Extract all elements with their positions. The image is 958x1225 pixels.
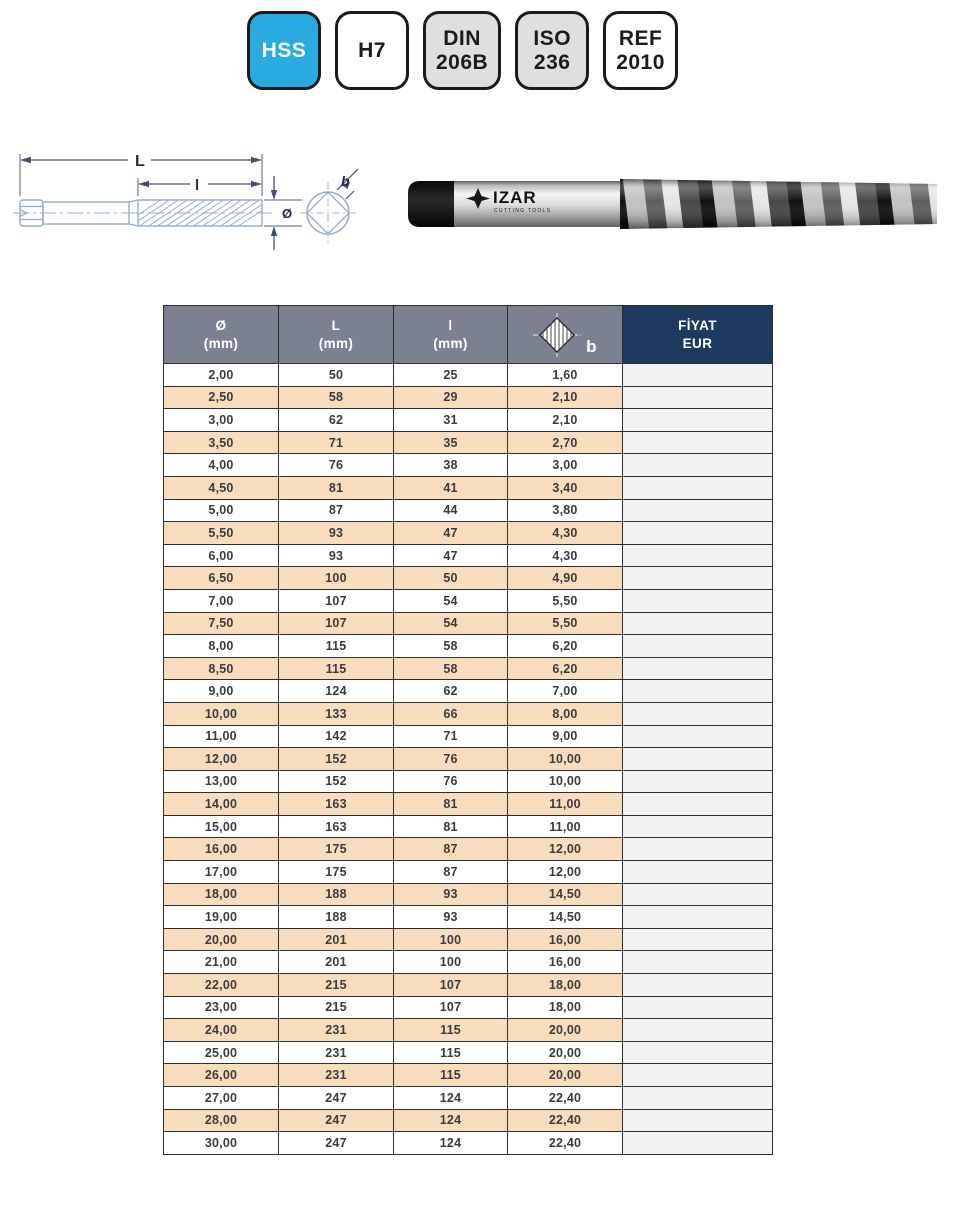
table-row bbox=[164, 386, 773, 409]
value-cell: 163 bbox=[279, 815, 394, 838]
value-cell: 21,00 bbox=[164, 951, 279, 974]
value-cell: 81 bbox=[279, 476, 394, 499]
value-cell: 16,00 bbox=[508, 928, 623, 951]
value-cell: 4,50 bbox=[164, 476, 279, 499]
value-cell: 30,00 bbox=[164, 1132, 279, 1155]
value-cell: 115 bbox=[394, 1019, 508, 1042]
brand-subtitle: CUTTING TOOLS bbox=[494, 208, 552, 214]
square-section-icon bbox=[533, 313, 585, 357]
value-cell: 100 bbox=[394, 928, 508, 951]
value-cell: 12,00 bbox=[164, 748, 279, 771]
value-cell: 47 bbox=[394, 522, 508, 545]
value-cell: 107 bbox=[394, 974, 508, 997]
table-row bbox=[164, 838, 773, 861]
value-cell: 20,00 bbox=[508, 1041, 623, 1064]
table-row bbox=[164, 793, 773, 816]
value-cell: 10,00 bbox=[508, 770, 623, 793]
table-row bbox=[164, 1132, 773, 1155]
badge-label: ISO bbox=[533, 26, 572, 50]
table-body bbox=[164, 364, 773, 1155]
price-cell bbox=[623, 702, 773, 725]
value-cell: 8,00 bbox=[508, 702, 623, 725]
price-cell bbox=[623, 612, 773, 635]
price-cell bbox=[623, 1109, 773, 1132]
value-cell: 5,50 bbox=[508, 612, 623, 635]
value-cell: 2,10 bbox=[508, 386, 623, 409]
value-cell: 54 bbox=[394, 589, 508, 612]
value-cell: 93 bbox=[279, 544, 394, 567]
value-cell: 2,50 bbox=[164, 386, 279, 409]
value-cell: 100 bbox=[394, 951, 508, 974]
value-cell: 71 bbox=[394, 725, 508, 748]
price-cell bbox=[623, 928, 773, 951]
price-cell bbox=[623, 906, 773, 929]
value-cell: 11,00 bbox=[164, 725, 279, 748]
table-row bbox=[164, 1019, 773, 1042]
value-cell: 93 bbox=[279, 522, 394, 545]
dim-diameter-label: Ø bbox=[282, 206, 293, 221]
value-cell: 107 bbox=[394, 996, 508, 1019]
table-row bbox=[164, 1109, 773, 1132]
table-row bbox=[164, 883, 773, 906]
table-row bbox=[164, 680, 773, 703]
price-cell bbox=[623, 951, 773, 974]
value-cell: 31 bbox=[394, 409, 508, 432]
table-row bbox=[164, 951, 773, 974]
value-cell: 18,00 bbox=[508, 974, 623, 997]
value-cell: 87 bbox=[279, 499, 394, 522]
value-cell: 231 bbox=[279, 1019, 394, 1042]
value-cell: 62 bbox=[279, 409, 394, 432]
value-cell: 14,50 bbox=[508, 883, 623, 906]
value-cell: 9,00 bbox=[508, 725, 623, 748]
badge-label: HSS bbox=[261, 38, 307, 62]
value-cell: 5,00 bbox=[164, 499, 279, 522]
badge-din-206b bbox=[423, 11, 501, 90]
value-cell: 133 bbox=[279, 702, 394, 725]
value-cell: 47 bbox=[394, 544, 508, 567]
value-cell: 1,60 bbox=[508, 364, 623, 387]
value-cell: 142 bbox=[279, 725, 394, 748]
value-cell: 62 bbox=[394, 680, 508, 703]
badge-label: H7 bbox=[358, 38, 386, 62]
value-cell: 19,00 bbox=[164, 906, 279, 929]
value-cell: 124 bbox=[394, 1132, 508, 1155]
dim-l-label: l bbox=[195, 177, 200, 194]
value-cell: 3,50 bbox=[164, 431, 279, 454]
price-cell bbox=[623, 567, 773, 590]
value-cell: 247 bbox=[279, 1109, 394, 1132]
value-cell: 22,40 bbox=[508, 1109, 623, 1132]
value-cell: 29 bbox=[394, 386, 508, 409]
value-cell: 15,00 bbox=[164, 815, 279, 838]
table-row bbox=[164, 589, 773, 612]
table-row bbox=[164, 1041, 773, 1064]
value-cell: 54 bbox=[394, 612, 508, 635]
value-cell: 35 bbox=[394, 431, 508, 454]
value-cell: 58 bbox=[279, 386, 394, 409]
table-row bbox=[164, 364, 773, 387]
value-cell: 175 bbox=[279, 861, 394, 884]
product-photo bbox=[398, 152, 945, 253]
value-cell: 201 bbox=[279, 951, 394, 974]
table-row bbox=[164, 974, 773, 997]
price-cell bbox=[623, 386, 773, 409]
price-cell bbox=[623, 364, 773, 387]
table-row bbox=[164, 1064, 773, 1087]
value-cell: 28,00 bbox=[164, 1109, 279, 1132]
value-cell: 18,00 bbox=[164, 883, 279, 906]
value-cell: 93 bbox=[394, 883, 508, 906]
price-cell bbox=[623, 838, 773, 861]
value-cell: 9,00 bbox=[164, 680, 279, 703]
price-cell bbox=[623, 431, 773, 454]
price-cell bbox=[623, 1041, 773, 1064]
value-cell: 4,90 bbox=[508, 567, 623, 590]
price-cell bbox=[623, 996, 773, 1019]
price-cell bbox=[623, 522, 773, 545]
value-cell: 4,30 bbox=[508, 544, 623, 567]
price-cell bbox=[623, 1019, 773, 1042]
value-cell: 10,00 bbox=[508, 748, 623, 771]
value-cell: 11,00 bbox=[508, 815, 623, 838]
table-row bbox=[164, 702, 773, 725]
value-cell: 50 bbox=[394, 567, 508, 590]
value-cell: 5,50 bbox=[164, 522, 279, 545]
value-cell: 71 bbox=[279, 431, 394, 454]
value-cell: 7,00 bbox=[164, 589, 279, 612]
badge-hss bbox=[247, 11, 321, 90]
value-cell: 76 bbox=[279, 454, 394, 477]
value-cell: 22,00 bbox=[164, 974, 279, 997]
price-cell bbox=[623, 1132, 773, 1155]
price-cell bbox=[623, 861, 773, 884]
value-cell: 81 bbox=[394, 815, 508, 838]
col-header-diameter: Ø (mm) bbox=[164, 306, 279, 364]
value-cell: 66 bbox=[394, 702, 508, 725]
badge-iso-236 bbox=[515, 11, 589, 90]
price-cell bbox=[623, 883, 773, 906]
badge-label: 236 bbox=[533, 50, 571, 74]
value-cell: 3,00 bbox=[508, 454, 623, 477]
value-cell: 6,20 bbox=[508, 657, 623, 680]
price-cell bbox=[623, 454, 773, 477]
table-row bbox=[164, 725, 773, 748]
table-row bbox=[164, 1087, 773, 1110]
value-cell: 152 bbox=[279, 770, 394, 793]
value-cell: 175 bbox=[279, 838, 394, 861]
dim-b-label: b bbox=[341, 173, 350, 189]
value-cell: 5,50 bbox=[508, 589, 623, 612]
value-cell: 23,00 bbox=[164, 996, 279, 1019]
value-cell: 2,10 bbox=[508, 409, 623, 432]
value-cell: 115 bbox=[279, 635, 394, 658]
price-cell bbox=[623, 1064, 773, 1087]
col-header-flute-length: l (mm) bbox=[394, 306, 508, 364]
value-cell: 22,40 bbox=[508, 1132, 623, 1155]
price-cell bbox=[623, 476, 773, 499]
value-cell: 81 bbox=[394, 793, 508, 816]
table-row bbox=[164, 454, 773, 477]
value-cell: 247 bbox=[279, 1132, 394, 1155]
dim-L-label: L bbox=[135, 153, 145, 170]
table-row bbox=[164, 522, 773, 545]
value-cell: 124 bbox=[394, 1087, 508, 1110]
value-cell: 14,50 bbox=[508, 906, 623, 929]
price-cell bbox=[623, 725, 773, 748]
badge-ref-2010 bbox=[603, 11, 678, 90]
value-cell: 107 bbox=[279, 612, 394, 635]
value-cell: 6,50 bbox=[164, 567, 279, 590]
value-cell: 20,00 bbox=[508, 1019, 623, 1042]
value-cell: 8,50 bbox=[164, 657, 279, 680]
price-cell bbox=[623, 544, 773, 567]
value-cell: 7,50 bbox=[164, 612, 279, 635]
value-cell: 22,40 bbox=[508, 1087, 623, 1110]
table-row bbox=[164, 544, 773, 567]
brand-name: IZAR bbox=[493, 188, 537, 207]
table-row bbox=[164, 748, 773, 771]
value-cell: 24,00 bbox=[164, 1019, 279, 1042]
value-cell: 38 bbox=[394, 454, 508, 477]
value-cell: 10,00 bbox=[164, 702, 279, 725]
price-cell bbox=[623, 680, 773, 703]
value-cell: 14,00 bbox=[164, 793, 279, 816]
value-cell: 4,00 bbox=[164, 454, 279, 477]
table-row bbox=[164, 567, 773, 590]
table-row bbox=[164, 612, 773, 635]
reamer-square-end bbox=[408, 181, 456, 227]
value-cell: 58 bbox=[394, 657, 508, 680]
price-cell bbox=[623, 589, 773, 612]
table-row bbox=[164, 770, 773, 793]
value-cell: 18,00 bbox=[508, 996, 623, 1019]
table-row bbox=[164, 861, 773, 884]
value-cell: 7,00 bbox=[508, 680, 623, 703]
value-cell: 76 bbox=[394, 748, 508, 771]
badge-h7 bbox=[335, 11, 409, 90]
table-header-row bbox=[164, 306, 773, 364]
price-cell bbox=[623, 499, 773, 522]
value-cell: 13,00 bbox=[164, 770, 279, 793]
value-cell: 12,00 bbox=[508, 838, 623, 861]
value-cell: 25 bbox=[394, 364, 508, 387]
value-cell: 152 bbox=[279, 748, 394, 771]
value-cell: 247 bbox=[279, 1087, 394, 1110]
value-cell: 188 bbox=[279, 883, 394, 906]
value-cell: 16,00 bbox=[164, 838, 279, 861]
value-cell: 25,00 bbox=[164, 1041, 279, 1064]
price-cell bbox=[623, 770, 773, 793]
table-row bbox=[164, 906, 773, 929]
table-row bbox=[164, 409, 773, 432]
table-row bbox=[164, 635, 773, 658]
value-cell: 124 bbox=[394, 1109, 508, 1132]
value-cell: 215 bbox=[279, 996, 394, 1019]
badge-label: 2010 bbox=[616, 50, 665, 74]
value-cell: 115 bbox=[279, 657, 394, 680]
price-cell bbox=[623, 815, 773, 838]
value-cell: 26,00 bbox=[164, 1064, 279, 1087]
value-cell: 6,00 bbox=[164, 544, 279, 567]
value-cell: 8,00 bbox=[164, 635, 279, 658]
table-row bbox=[164, 996, 773, 1019]
badge-label: DIN bbox=[443, 26, 481, 50]
value-cell: 3,00 bbox=[164, 409, 279, 432]
value-cell: 58 bbox=[394, 635, 508, 658]
value-cell: 27,00 bbox=[164, 1087, 279, 1110]
value-cell: 215 bbox=[279, 974, 394, 997]
value-cell: 6,20 bbox=[508, 635, 623, 658]
spec-table bbox=[163, 305, 773, 1155]
value-cell: 3,40 bbox=[508, 476, 623, 499]
badge-label: REF bbox=[618, 26, 663, 50]
value-cell: 76 bbox=[394, 770, 508, 793]
value-cell: 44 bbox=[394, 499, 508, 522]
value-cell: 11,00 bbox=[508, 793, 623, 816]
value-cell: 50 bbox=[279, 364, 394, 387]
value-cell: 20,00 bbox=[508, 1064, 623, 1087]
price-cell bbox=[623, 1087, 773, 1110]
value-cell: 115 bbox=[394, 1041, 508, 1064]
col-header-overall-length: L (mm) bbox=[279, 306, 394, 364]
value-cell: 41 bbox=[394, 476, 508, 499]
col-header-square: b bbox=[508, 306, 623, 364]
price-cell bbox=[623, 657, 773, 680]
value-cell: 107 bbox=[279, 589, 394, 612]
value-cell: 17,00 bbox=[164, 861, 279, 884]
value-cell: 87 bbox=[394, 838, 508, 861]
standards-badges bbox=[247, 11, 678, 90]
value-cell: 87 bbox=[394, 861, 508, 884]
value-cell: 188 bbox=[279, 906, 394, 929]
table-row bbox=[164, 476, 773, 499]
value-cell: 100 bbox=[279, 567, 394, 590]
badge-label: 206B bbox=[436, 50, 489, 74]
value-cell: 4,30 bbox=[508, 522, 623, 545]
value-cell: 2,00 bbox=[164, 364, 279, 387]
price-cell bbox=[623, 974, 773, 997]
price-cell bbox=[623, 635, 773, 658]
price-cell bbox=[623, 409, 773, 432]
price-cell bbox=[623, 793, 773, 816]
col-header-price: FİYAT EUR bbox=[623, 306, 773, 364]
value-cell: 231 bbox=[279, 1064, 394, 1087]
value-cell: 124 bbox=[279, 680, 394, 703]
value-cell: 115 bbox=[394, 1064, 508, 1087]
table-row bbox=[164, 657, 773, 680]
value-cell: 16,00 bbox=[508, 951, 623, 974]
table-row bbox=[164, 815, 773, 838]
technical-drawing bbox=[10, 145, 362, 257]
value-cell: 231 bbox=[279, 1041, 394, 1064]
table-row bbox=[164, 928, 773, 951]
value-cell: 201 bbox=[279, 928, 394, 951]
table-row bbox=[164, 499, 773, 522]
value-cell: 163 bbox=[279, 793, 394, 816]
value-cell: 93 bbox=[394, 906, 508, 929]
price-cell bbox=[623, 748, 773, 771]
value-cell: 12,00 bbox=[508, 861, 623, 884]
value-cell: 3,80 bbox=[508, 499, 623, 522]
table-row bbox=[164, 431, 773, 454]
value-cell: 20,00 bbox=[164, 928, 279, 951]
value-cell: 2,70 bbox=[508, 431, 623, 454]
